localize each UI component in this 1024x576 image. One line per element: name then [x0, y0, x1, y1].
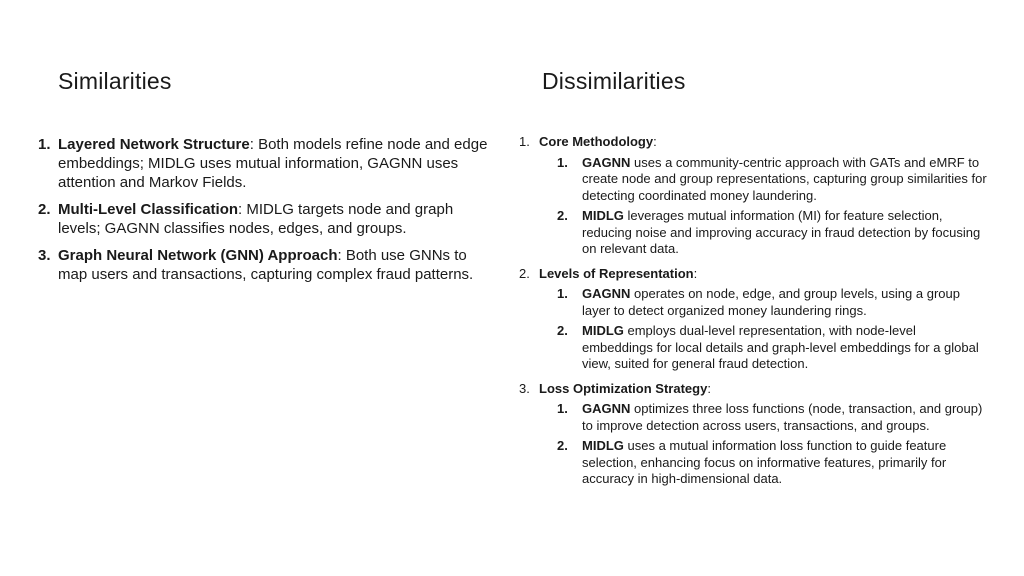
sub-term: MIDLG: [582, 323, 624, 338]
sub-item: [557, 438, 989, 488]
item-number: 1.: [519, 134, 530, 149]
sub-item: [557, 401, 989, 434]
sub-number: 2.: [557, 438, 568, 453]
item-title: Loss Optimization Strategy: [539, 380, 708, 396]
sub-item: [557, 286, 989, 319]
dissimilarities-list: [519, 134, 989, 496]
sub-text: operates on node, edge, and group levels, using a group layer to detect organized money laundering rings.: [582, 286, 960, 318]
sub-item: [557, 155, 989, 205]
sub-text: uses a community-centric approach with GATs and eMRF to create node and group representations, capturing group similarities for detecting coordinated money laundering.: [582, 154, 987, 203]
item-term: Layered Network Structure: [58, 136, 250, 153]
sub-number: 1.: [557, 154, 568, 170]
sub-text: optimizes three loss functions (node, transaction, and group) to improve detection across users, transactions, and groups.: [582, 401, 983, 433]
item-number: 2.: [519, 265, 530, 281]
item-suffix: :: [693, 265, 698, 281]
item-number: 1.: [38, 136, 51, 153]
sub-number: 2.: [557, 323, 568, 338]
sub-list: [557, 401, 989, 488]
item-term: Multi-Level Classification: [58, 201, 239, 218]
item-suffix: :: [653, 134, 657, 149]
item-number: 3.: [38, 247, 51, 264]
sub-text: leverages mutual information (MI) for feature selection, reducing noise and improving accuracy in fraud detection by focusing on relevant data.: [582, 208, 981, 256]
similarities-heading: Similarities: [58, 68, 172, 94]
similarity-item: [38, 246, 498, 284]
dissimilarity-item: [519, 381, 989, 488]
item-number: 3.: [519, 380, 530, 396]
sub-item: [557, 208, 989, 258]
dissimilarity-item: [519, 134, 989, 258]
item-suffix: :: [707, 380, 711, 396]
item-title: Levels of Representation: [539, 265, 694, 281]
sub-item: [557, 323, 989, 373]
item-text: : Both models refine node and edge embeddings; MIDLG uses mutual information, GAGNN uses attention and Markov Fields.: [58, 136, 488, 191]
sub-list: [557, 286, 989, 373]
item-text: : MIDLG targets node and graph levels; GAGNN classifies nodes, edges, and groups.: [58, 201, 454, 237]
sub-number: 2.: [557, 208, 568, 223]
sub-term: MIDLG: [582, 208, 624, 223]
dissimilarities-heading: Dissimilarities: [542, 68, 686, 94]
sub-number: 1.: [557, 286, 568, 301]
similarity-item: [38, 135, 498, 192]
sub-term: GAGNN: [582, 154, 631, 170]
item-text: : Both use GNNs to map users and transactions, capturing complex fraud patterns.: [58, 247, 474, 283]
dissimilarity-item: [519, 266, 989, 373]
item-number: 2.: [38, 201, 51, 218]
similarity-item: [38, 200, 498, 238]
sub-text: uses a mutual information loss function to guide feature selection, enhancing focus on informative features, primarily for accuracy in high-dimensional data.: [582, 438, 947, 486]
sub-term: GAGNN: [582, 401, 631, 416]
item-title: Core Methodology: [539, 134, 654, 149]
sub-term: MIDLG: [582, 438, 624, 453]
sub-list: [557, 155, 989, 258]
item-term: Graph Neural Network (GNN) Approach: [58, 247, 338, 264]
sub-number: 1.: [557, 401, 568, 416]
similarities-list: [38, 135, 498, 292]
sub-term: GAGNN: [582, 286, 631, 301]
sub-text: employs dual-level representation, with node-level embeddings for local details and graph-level embeddings for a global view, suited for general fraud detection.: [582, 323, 979, 371]
